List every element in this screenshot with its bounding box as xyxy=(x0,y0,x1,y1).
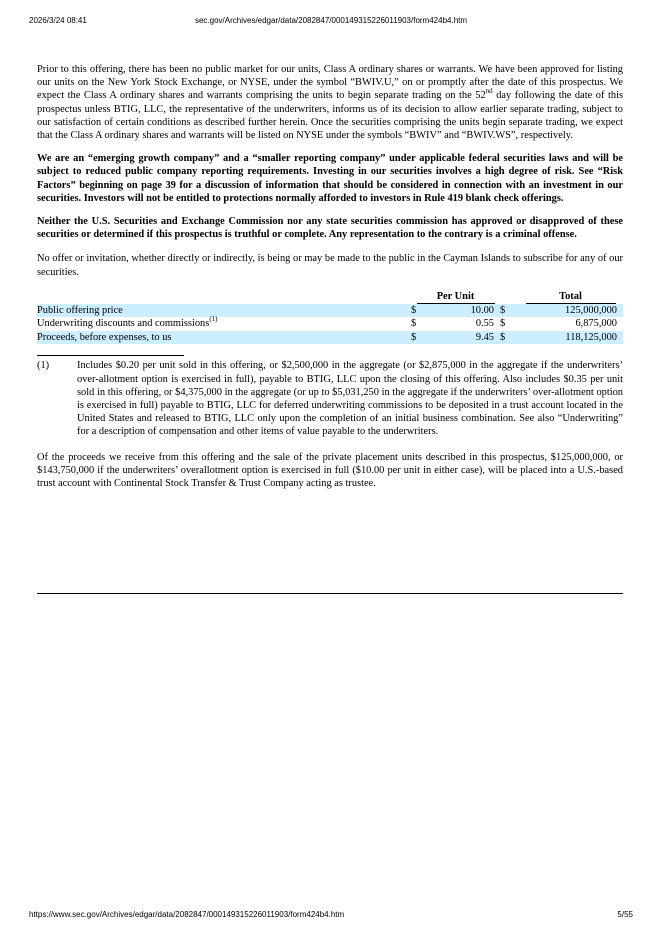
page-end-divider xyxy=(37,593,623,594)
total-header: Total xyxy=(526,291,616,304)
footnote-mark: (1) xyxy=(37,360,50,372)
currency-symbol: $ xyxy=(500,331,518,345)
row-label: Public offering price xyxy=(37,304,411,318)
print-url: https://www.sec.gov/Archives/edgar/data/2082847/000149315226011903/form424b4.htm xyxy=(29,910,345,919)
offering-price-table xyxy=(37,290,623,345)
listing-text-part1: Prior to this offering, there has been no public market for our units, Class A ordinary shares or warrants. We have been approved for listing our units on the New York Stock Exchange, or NYSE, under the symbol “BWIV.U,” on or promptly after the date of this prospectus. We expect the Class A ordinary shares and warrants comprising the units to begin separate trading on the 52 xyxy=(37,64,623,102)
currency-symbol: $ xyxy=(411,318,417,330)
currency-symbol: $ xyxy=(411,331,423,345)
row-label xyxy=(37,314,411,331)
total-value: 118,125,000 xyxy=(518,331,623,345)
currency-symbol: $ xyxy=(500,318,506,330)
print-page-title: sec.gov/Archives/edgar/data/2082847/000149315226011903/form424b4.htm xyxy=(194,16,468,25)
cayman-paragraph: No offer or invitation, whether directly or indirectly, is being or may be made to the public in the Cayman Islands to subscribe for any of our securities. xyxy=(37,253,623,278)
print-datetime: 2026/3/24 08:41 xyxy=(29,16,87,25)
sec-disclaimer-paragraph: Neither the U.S. Securities and Exchange Commission nor any state securities commission has approved or disapproved of these securities or determined if this prospectus is truthful or complete. Any representation to the contrary is a criminal offense. xyxy=(37,216,623,241)
table-row-public-offering-price xyxy=(37,304,623,318)
listing-text-part2: day following the date of this prospectus unless BTIG, LLC, the representative of the underwriters, informs us of its decision to allow earlier separate trading, subject to our satisfaction of certain conditions as described further herein. Once the securities comprising the units begin separate trading, we expect that the Class A ordinary shares and warrants will be listed on NYSE under the symbols “BWIV” and “BWIV.WS”, respectively. xyxy=(37,90,624,142)
table-row-proceeds xyxy=(37,331,623,345)
total-value: 6,875,000 xyxy=(575,318,617,330)
footnote-divider xyxy=(37,355,184,356)
footnote-text: Includes $0.20 per unit sold in this offering, or $2,500,000 in the aggregate (or $2,875,000 in the aggregate if the underwriters’ over-allotment option is exercised in full), payable to BTIG, LLC upon the closing of this offering. Also includes $0.35 per unit sold in this offering, or $4,375,000 in the aggregate (or up to $5,031,250 in the aggregate if the underwriters’ over-allotment option is exercised in full) payable to BTIG, LLC for deferred underwriting commissions to be deposited in a trust account located in the United States and released to BTIG, LLC only upon the completion of an initial business combination. See also “Underwriting” for a description of compensation and other items of value payable to the underwriters. xyxy=(77,360,623,438)
per-unit-value: 0.55 xyxy=(475,318,494,330)
row-label-text: Underwriting discounts and commissions xyxy=(37,318,210,330)
prospectus-page xyxy=(37,63,623,490)
currency-symbol: $ xyxy=(411,304,423,318)
total-value: 125,000,000 xyxy=(518,304,623,318)
emerging-growth-paragraph: We are an “emerging growth company” and a “smaller reporting company” under applicable federal securities laws and will be subject to reduced public company reporting requirements. Investing in our securities involves a high degree of risk. See “Risk Factors” beginning on page 39 for a discussion of information that should be considered in connection with an investment in our securities. Investors will not be entitled to protections normally afforded to investors in Rule 419 blank check offerings. xyxy=(37,153,623,204)
currency-symbol: $ xyxy=(500,304,518,318)
listing-paragraph xyxy=(37,63,623,142)
per-unit-value: 9.45 xyxy=(423,331,500,345)
row-label: Proceeds, before expenses, to us xyxy=(37,331,411,345)
trust-account-paragraph: Of the proceeds we receive from this offering and the sale of the private placement units described in this prospectus, $125,000,000, or $143,750,000 if the underwriters’ overallotment option is exercised in full ($10.00 per unit in either case), will be placed into a U.S.-based trust account with Continental Stock Transfer & Trust Company acting as trustee. xyxy=(37,451,623,489)
footnote xyxy=(37,359,623,438)
print-page-number: 5/55 xyxy=(617,910,633,919)
footnote-reference: (1) xyxy=(209,314,218,323)
ordinal-suffix: nd xyxy=(485,86,493,95)
table-row-underwriting-discounts xyxy=(37,317,623,331)
per-unit-header: Per Unit xyxy=(417,291,495,304)
table-header-row xyxy=(37,290,623,304)
per-unit-value: 10.00 xyxy=(423,304,500,318)
